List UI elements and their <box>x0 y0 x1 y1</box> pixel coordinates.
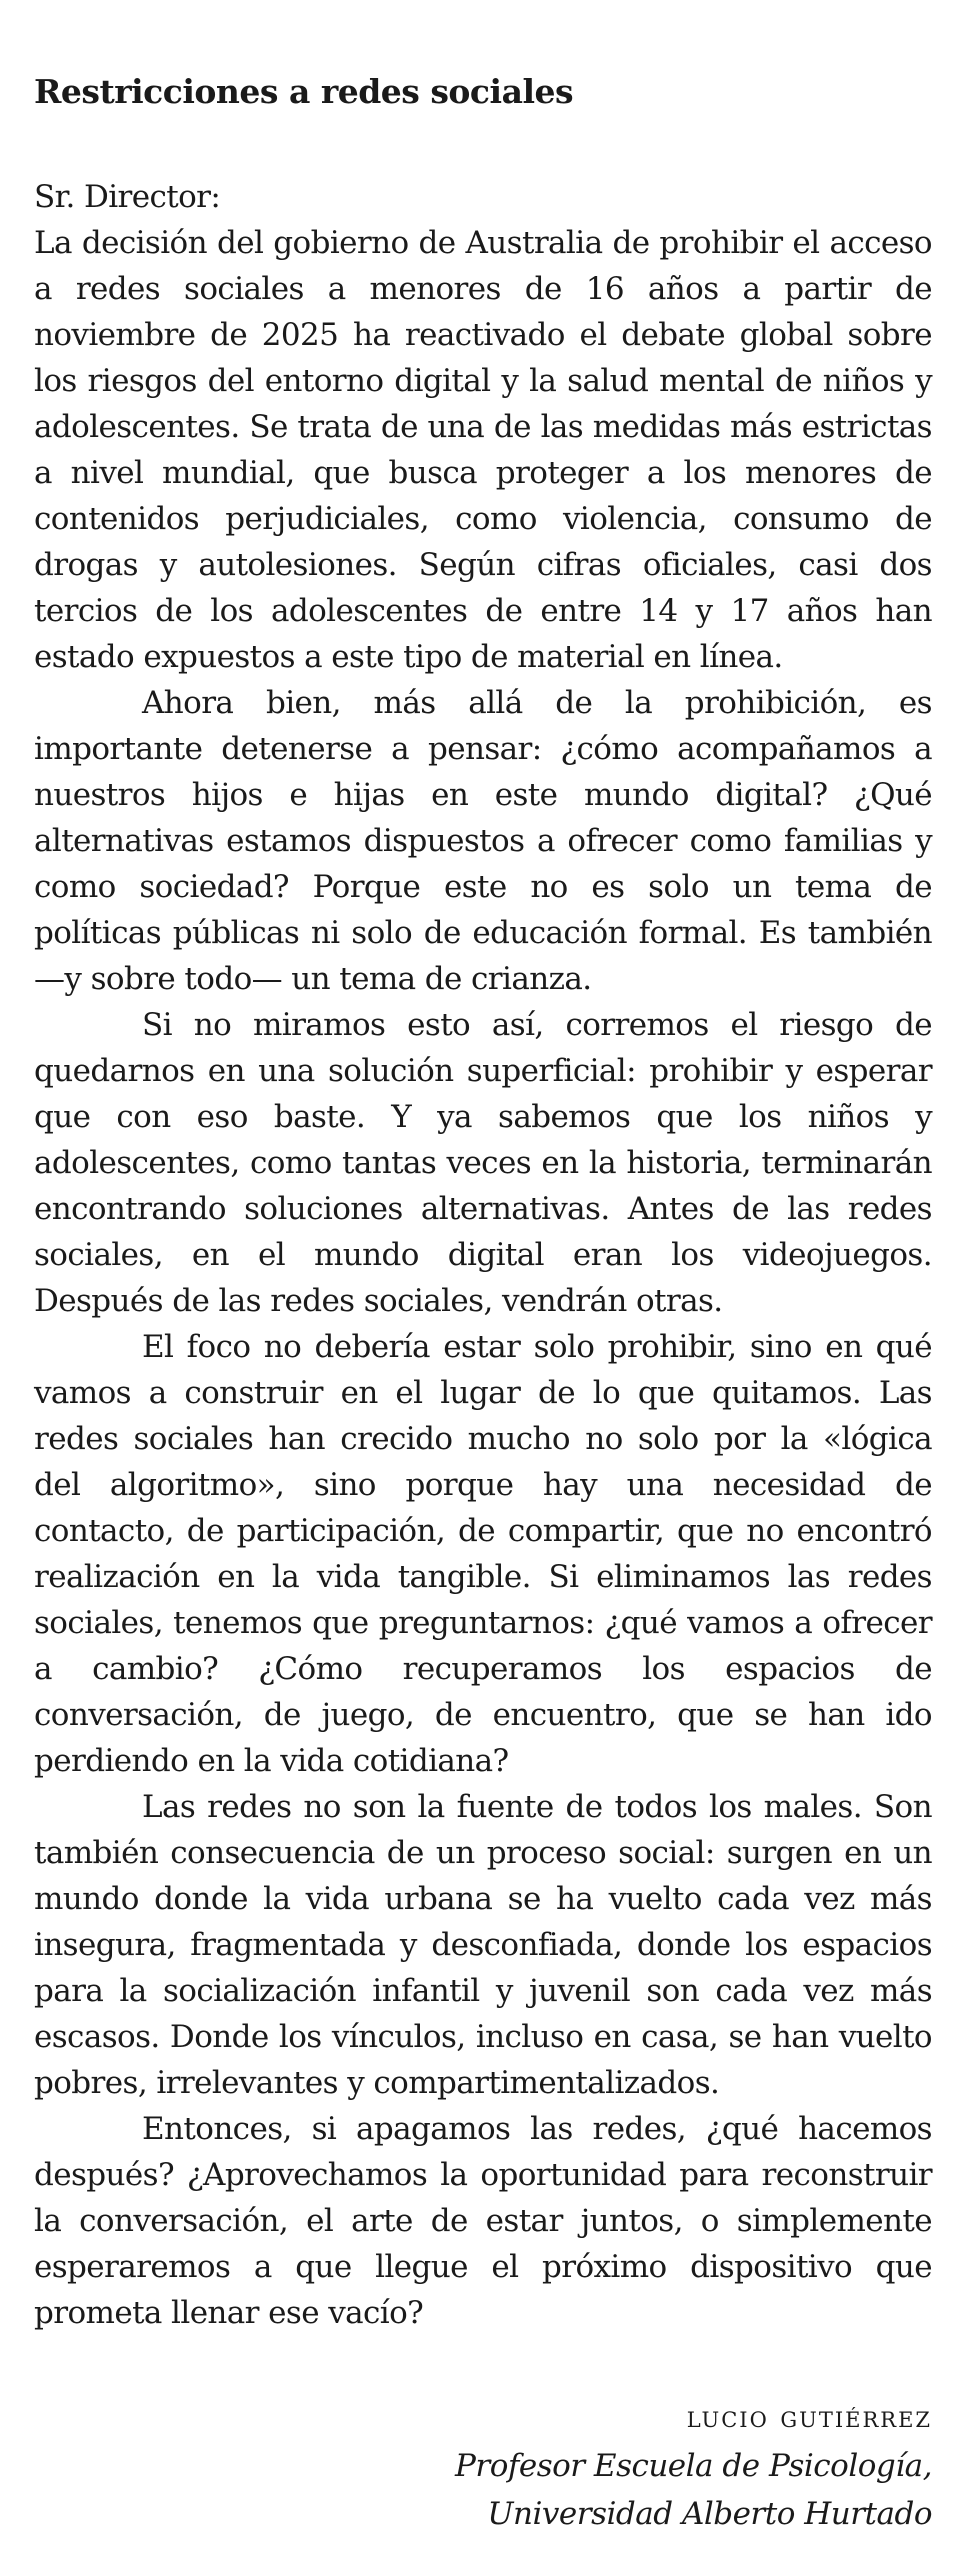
signature-block <box>34 2394 932 2538</box>
letter-title: Restricciones a redes sociales <box>34 72 574 111</box>
author-role: Profesor Escuela de Psicología, <box>455 2448 932 2484</box>
paragraph-4: El foco no debería estar solo prohibir, sino en qué vamos a construir en el lugar de lo que quitamos. Las redes sociales han crecido mucho no solo por la «lógica del algoritmo», sino porque hay una necesidad de contacto, de participación, de compartir, que no encontró realización en la vida tangible. Si eliminamos las redes sociales, tenemos que preguntarnos: ¿qué vamos a ofrecer a cambio? ¿Cómo recuperamos los espacios de conversación, de juego, de encuentro, que se han ido perdiendo en la vida cotidiana? <box>34 1329 932 1779</box>
salutation: Sr. Director: <box>34 179 221 215</box>
paragraph-5: Las redes no son la fuente de todos los males. Son también consecuencia de un proceso social: surgen en un mundo donde la vida urbana se ha vuelto cada vez más insegura, fragmentada y desconfiada, donde los espacios para la socialización infantil y juvenil son cada vez más escasos. Donde los vínculos, incluso en casa, se han vuelto pobres, irrelevantes y compartimentalizados. <box>34 1789 932 2101</box>
paragraph-6: Entonces, si apagamos las redes, ¿qué hacemos después? ¿Aprovechamos la oportunidad para reconstruir la conversación, el arte de estar juntos, o simplemente esperaremos a que llegue el próximo dispositivo que prometa llenar ese vacío? <box>34 2111 932 2331</box>
paragraph-2: Ahora bien, más allá de la prohibición, es importante detenerse a pensar: ¿cómo acompañamos a nuestros hijos e hijas en este mundo digital? ¿Qué alternativas estamos dispuestos a ofrecer como familias y como sociedad? Porque este no es solo un tema de políticas públicas ni solo de educación formal. Es también —y sobre todo— un tema de crianza. <box>34 685 932 997</box>
letter-to-editor <box>34 0 932 2538</box>
letter-body <box>34 174 932 2336</box>
paragraph-3: Si no miramos esto así, corremos el riesgo de quedarnos en una solución superficial: prohibir y esperar que con eso baste. Y ya sabemos que los niños y adolescentes, como tantas veces en la historia, terminarán encontrando soluciones alternativas. Antes de las redes sociales, en el mundo digital eran los videojuegos. Después de las redes sociales, vendrán otras. <box>34 1007 932 1319</box>
author-institution: Universidad Alberto Hurtado <box>487 2496 932 2532</box>
author-name: lucio gutiérrez <box>686 2400 932 2435</box>
paragraph-1: La decisión del gobierno de Australia de prohibir el acceso a redes sociales a menores de 16 años a partir de noviembre de 2025 ha reactivado el debate global sobre los riesgos del entorno digital y la salud mental de niños y adolescentes. Se trata de una de las medidas más estrictas a nivel mundial, que busca proteger a los menores de contenidos perjudiciales, como violencia, consumo de drogas y autolesiones. Según cifras oficiales, casi dos tercios de los adolescentes de entre 14 y 17 años han estado expuestos a este tipo de material en línea. <box>34 225 932 675</box>
